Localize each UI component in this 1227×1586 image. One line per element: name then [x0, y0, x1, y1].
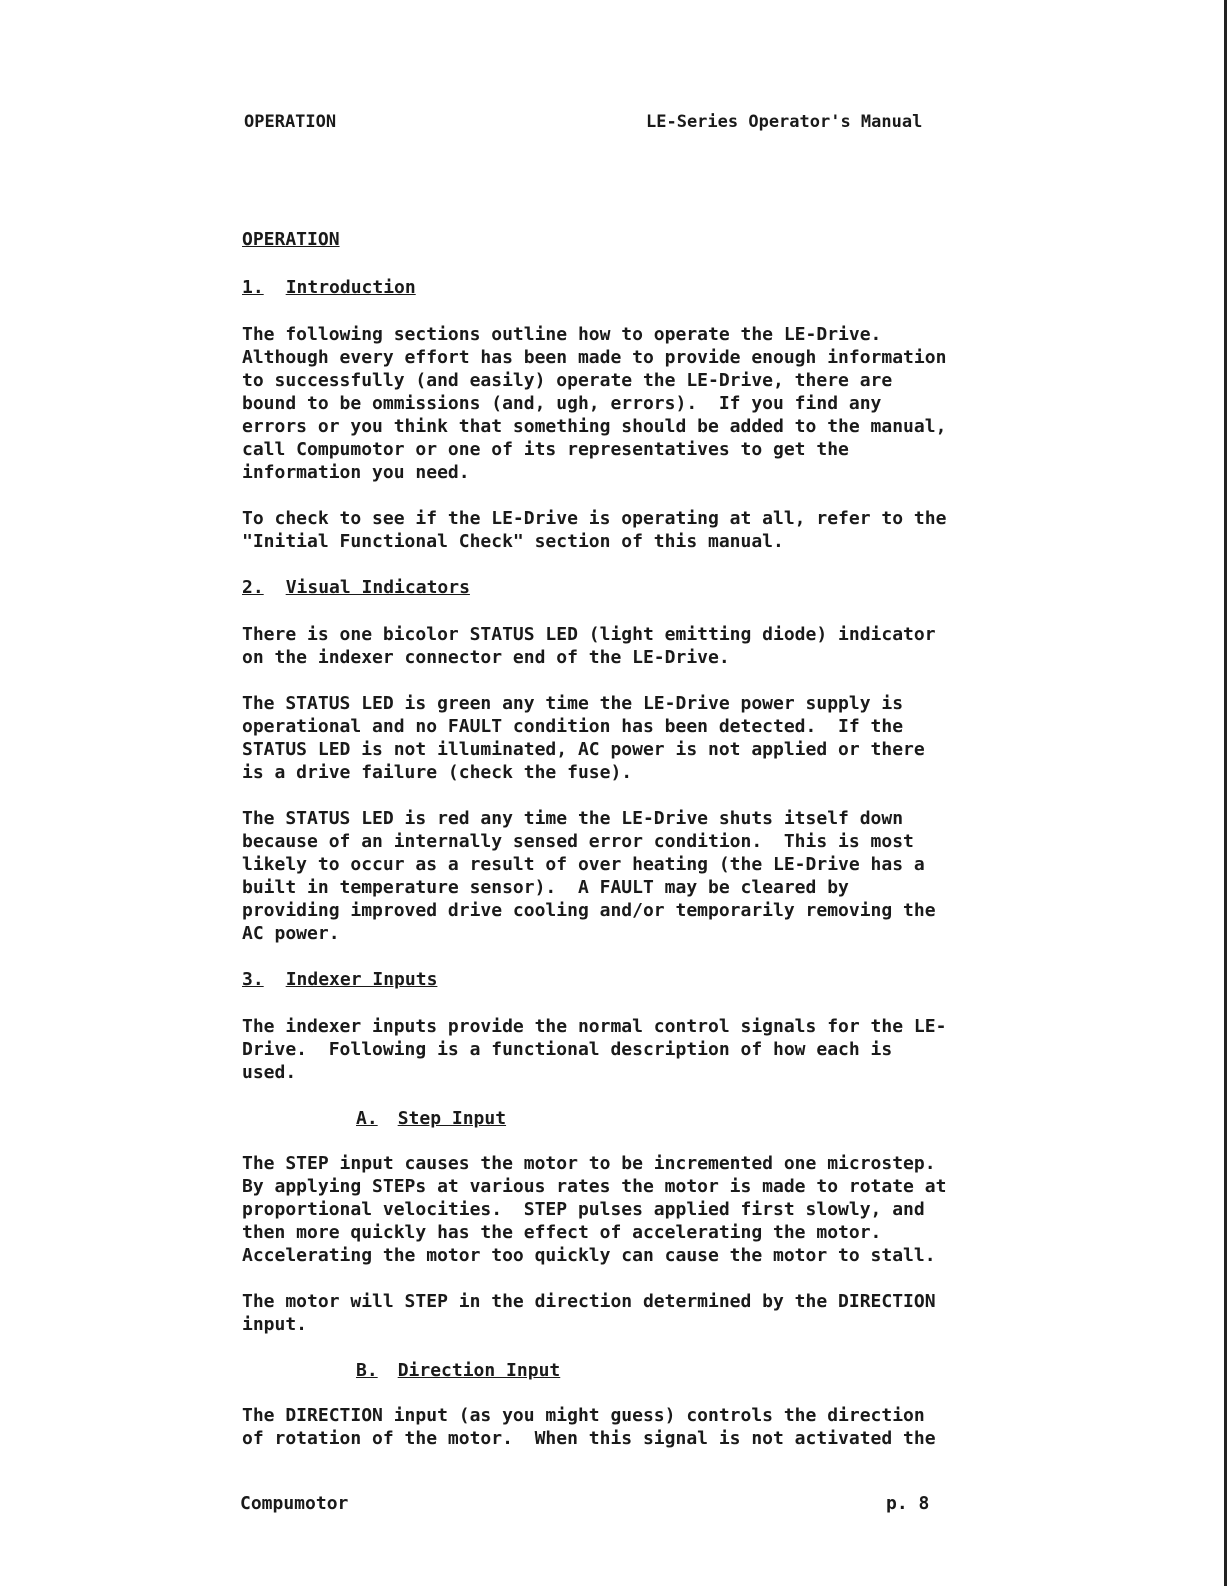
section-number: 3.	[242, 969, 264, 990]
page-title: OPERATION	[242, 229, 340, 250]
subsection-letter: B.	[356, 1360, 378, 1381]
section-number: 1.	[242, 277, 264, 298]
paragraph: The DIRECTION input (as you might guess) controls the direction of rotation of the motor. When this signal is not activated the	[242, 1405, 936, 1449]
document-body	[242, 228, 1032, 1473]
section-heading-introduction	[242, 276, 1032, 299]
paragraph: There is one bicolor STATUS LED (light emitting diode) indicator on the indexer connector end of the LE-Drive.	[242, 624, 936, 668]
page-number: p. 8	[886, 1493, 930, 1514]
paragraph: To check to see if the LE-Drive is operating at all, refer to the "Initial Functional Check" section of this manual.	[242, 508, 947, 552]
section-heading-visual-indicators	[242, 576, 1032, 599]
paragraph: The motor will STEP in the direction determined by the DIRECTION input.	[242, 1291, 936, 1335]
paragraph: The following sections outline how to operate the LE-Drive. Although every effort has been made to provide enough information to successfully (and easily) operate the LE-Drive, there are bound to be ommissions (and, ugh, errors). If you find any errors or you think that something should be added to the manual, call Compumotor or one of its representatives to get the information you need.	[242, 324, 947, 483]
subsection-letter: A.	[356, 1108, 378, 1129]
paragraph: The STEP input causes the motor to be incremented one microstep. By applying STEPs at various rates the motor is made to rotate at proportional velocities. STEP pulses applied first slowly, and then more quickly has the effect of accelerating the motor. Accelerating the motor too quickly can cause the motor to stall.	[242, 1153, 947, 1266]
paragraph: The indexer inputs provide the normal control signals for the LE- Drive. Following is a functional description of how each is used.	[242, 1016, 947, 1083]
section-heading-indexer-inputs	[242, 968, 1032, 991]
subsection-title: Direction Input	[397, 1360, 561, 1381]
section-number: 2.	[242, 577, 264, 598]
section-title: Introduction	[285, 277, 416, 298]
paragraph: The STATUS LED is red any time the LE-Drive shuts itself down because of an internally sensed error condition. This is most likely to occur as a result of over heating (the LE-Drive has a built in temperature sensor). A FAULT may be cleared by providing improved drive cooling and/or temporarily removing the AC power.	[242, 808, 936, 944]
paragraph: The STATUS LED is green any time the LE-Drive power supply is operational and no FAULT condition has been detected. If the STATUS LED is not illuminated, AC power is not applied or there is a drive failure (check the fuse).	[242, 693, 925, 783]
section-title: Indexer Inputs	[285, 969, 438, 990]
subsection-heading-direction-input	[356, 1359, 1032, 1382]
subsection-heading-step-input	[356, 1107, 1032, 1130]
running-header-section: OPERATION	[244, 112, 337, 132]
footer-company: Compumotor	[240, 1493, 349, 1514]
section-title: Visual Indicators	[285, 577, 470, 598]
subsection-title: Step Input	[397, 1108, 507, 1129]
running-header-title: LE-Series Operator's Manual	[646, 112, 923, 132]
